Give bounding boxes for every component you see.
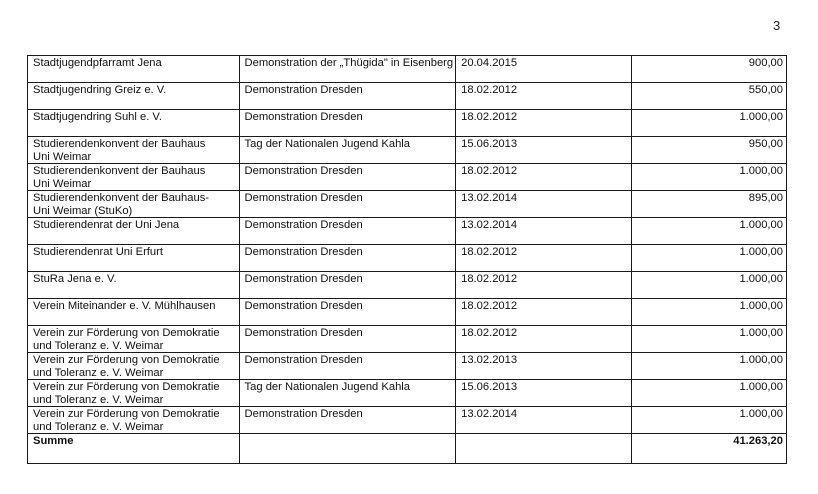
event-cell: Tag der Nationalen Jugend Kahla	[239, 137, 456, 164]
date-cell: 18.02.2012	[456, 272, 631, 299]
table-row	[28, 407, 787, 434]
date-cell: 15.06.2013	[456, 380, 631, 407]
total-label: Summe	[28, 434, 240, 464]
event-cell: Demonstration Dresden	[239, 83, 456, 110]
table-row	[28, 110, 787, 137]
grant-table	[27, 55, 787, 464]
total-event	[239, 434, 456, 464]
event-cell: Demonstration Dresden	[239, 299, 456, 326]
amount-cell: 1.000,00	[631, 380, 786, 407]
organization-cell: Verein zur Förderung von Demokratie und Toleranz e. V. Weimar	[28, 407, 240, 434]
table-row	[28, 326, 787, 353]
amount-cell: 1.000,00	[631, 110, 786, 137]
date-cell: 15.06.2013	[456, 137, 631, 164]
date-cell: 13.02.2014	[456, 218, 631, 245]
date-cell: 13.02.2014	[456, 191, 631, 218]
organization-cell: Studierendenrat Uni Erfurt	[28, 245, 240, 272]
event-cell: Tag der Nationalen Jugend Kahla	[239, 380, 456, 407]
table-row	[28, 56, 787, 83]
date-cell: 13.02.2014	[456, 407, 631, 434]
organization-cell: Stadtjugendring Suhl e. V.	[28, 110, 240, 137]
event-cell: Demonstration der „Thügida" in Eisenberg	[239, 56, 456, 83]
amount-cell: 1.000,00	[631, 245, 786, 272]
amount-cell: 1.000,00	[631, 272, 786, 299]
event-cell: Demonstration Dresden	[239, 326, 456, 353]
amount-cell: 1.000,00	[631, 353, 786, 380]
table-row	[28, 83, 787, 110]
amount-cell: 950,00	[631, 137, 786, 164]
table-row	[28, 299, 787, 326]
organization-cell: Verein zur Förderung von Demokratie und Toleranz e. V. Weimar	[28, 326, 240, 353]
organization-cell: StuRa Jena e. V.	[28, 272, 240, 299]
event-cell: Demonstration Dresden	[239, 218, 456, 245]
total-row	[28, 434, 787, 464]
amount-cell: 1.000,00	[631, 299, 786, 326]
event-cell: Demonstration Dresden	[239, 245, 456, 272]
date-cell: 18.02.2012	[456, 326, 631, 353]
amount-cell: 1.000,00	[631, 407, 786, 434]
table-row	[28, 245, 787, 272]
organization-cell: Verein zur Förderung von Demokratie und Toleranz e. V. Weimar	[28, 353, 240, 380]
amount-cell: 1.000,00	[631, 164, 786, 191]
amount-cell: 895,00	[631, 191, 786, 218]
event-cell: Demonstration Dresden	[239, 272, 456, 299]
organization-cell: Verein zur Förderung von Demokratie und Toleranz e. V. Weimar	[28, 380, 240, 407]
event-cell: Demonstration Dresden	[239, 407, 456, 434]
organization-cell: Verein Miteinander e. V. Mühlhausen	[28, 299, 240, 326]
organization-cell: Studierendenrat der Uni Jena	[28, 218, 240, 245]
date-cell: 18.02.2012	[456, 110, 631, 137]
date-cell: 18.02.2012	[456, 164, 631, 191]
amount-cell: 550,00	[631, 83, 786, 110]
event-cell: Demonstration Dresden	[239, 164, 456, 191]
table-row	[28, 380, 787, 407]
organization-cell: Studierendenkonvent der Bauhaus- Uni Weimar (StuKo)	[28, 191, 240, 218]
table-row	[28, 137, 787, 164]
page-number: 3	[773, 18, 781, 33]
table-row	[28, 164, 787, 191]
date-cell: 18.02.2012	[456, 83, 631, 110]
amount-cell: 1.000,00	[631, 326, 786, 353]
organization-cell: Stadtjugendpfarramt Jena	[28, 56, 240, 83]
amount-cell: 1.000,00	[631, 218, 786, 245]
amount-cell: 900,00	[631, 56, 786, 83]
event-cell: Demonstration Dresden	[239, 110, 456, 137]
event-cell: Demonstration Dresden	[239, 353, 456, 380]
event-cell: Demonstration Dresden	[239, 191, 456, 218]
table-row	[28, 191, 787, 218]
date-cell: 20.04.2015	[456, 56, 631, 83]
table-row	[28, 218, 787, 245]
total-date	[456, 434, 631, 464]
date-cell: 18.02.2012	[456, 245, 631, 272]
organization-cell: Studierendenkonvent der Bauhaus Uni Weimar	[28, 164, 240, 191]
organization-cell: Stadtjugendring Greiz e. V.	[28, 83, 240, 110]
organization-cell: Studierendenkonvent der Bauhaus Uni Weimar	[28, 137, 240, 164]
table-row	[28, 353, 787, 380]
total-amount: 41.263,20	[631, 434, 786, 464]
date-cell: 13.02.2013	[456, 353, 631, 380]
date-cell: 18.02.2012	[456, 299, 631, 326]
table-row	[28, 272, 787, 299]
table-body	[28, 56, 787, 464]
